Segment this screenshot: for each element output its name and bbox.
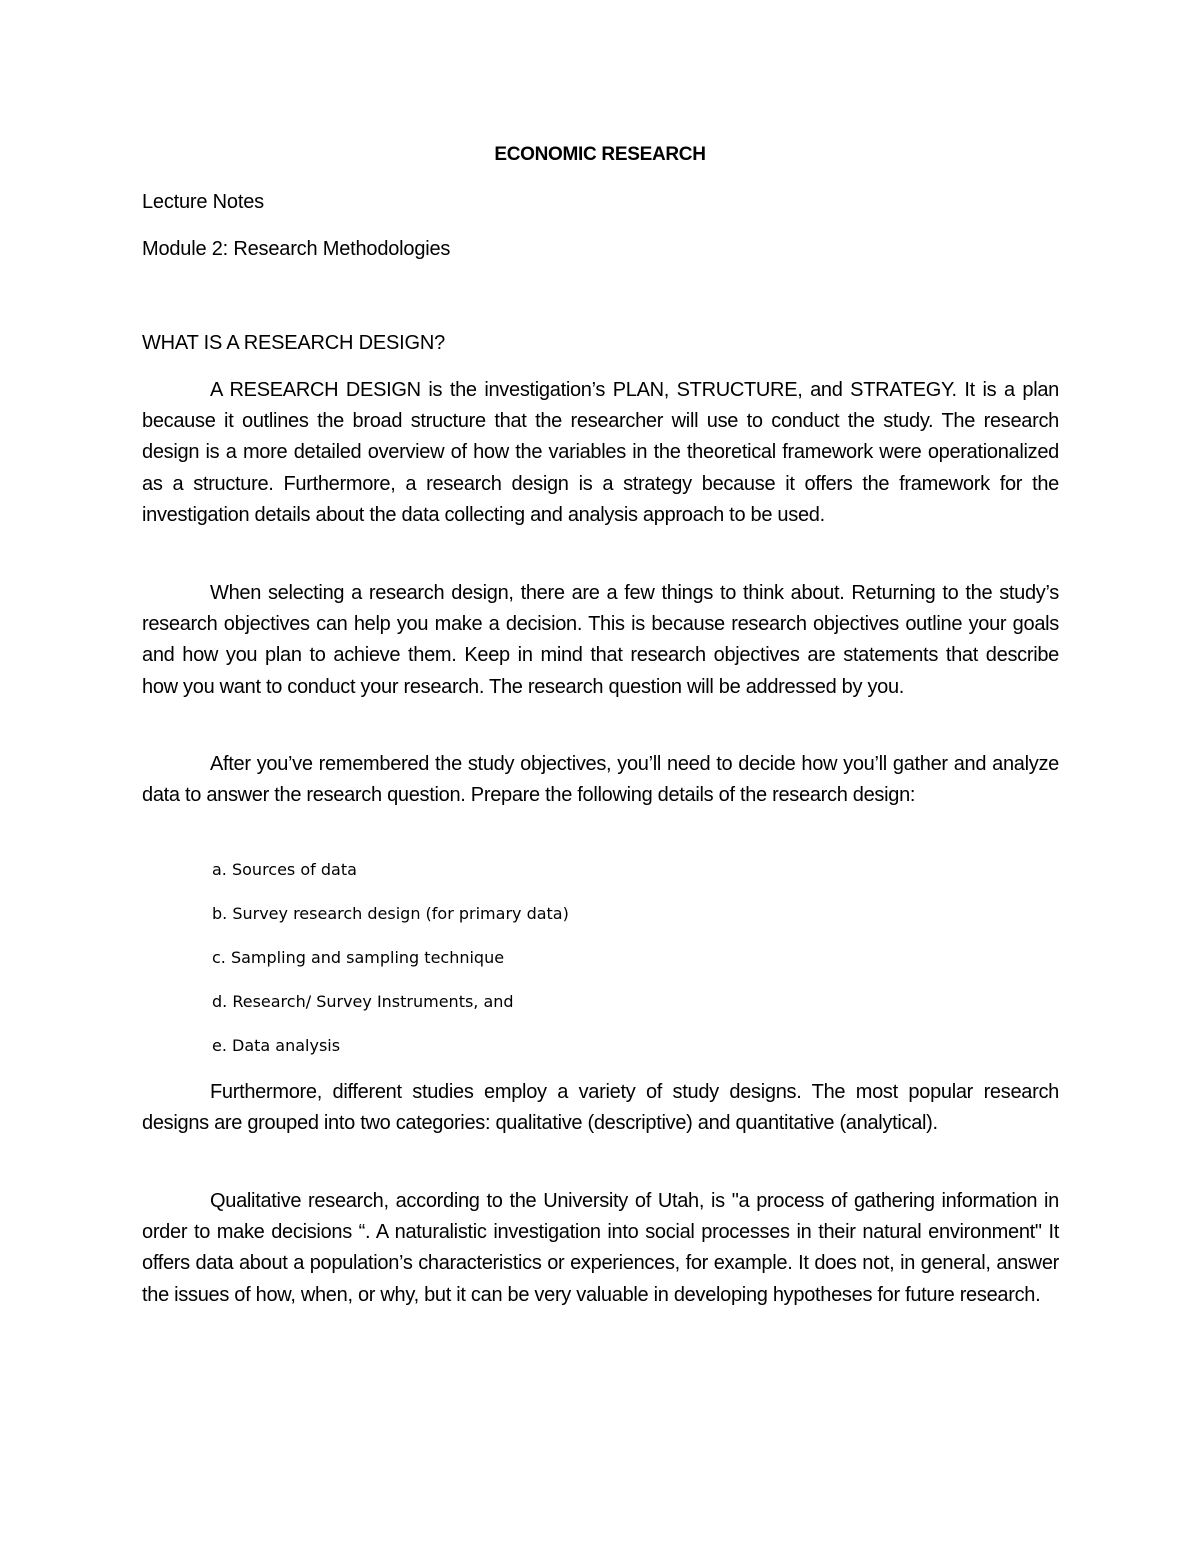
list-item: d. Research/ Survey Instruments, and bbox=[212, 992, 514, 1011]
document-subtitle: Lecture Notes bbox=[142, 191, 264, 213]
list-item: c. Sampling and sampling technique bbox=[212, 948, 505, 967]
list-item: b. Survey research design (for primary data) bbox=[212, 904, 569, 923]
document-title: ECONOMIC RESEARCH bbox=[494, 144, 706, 165]
paragraph-study-objectives: After you’ve remembered the study objectives, you’ll need to decide how you’ll gather and analyze data to answer the research question. Prepare the following details of the research design: bbox=[142, 753, 1059, 807]
section-heading: WHAT IS A RESEARCH DESIGN? bbox=[142, 332, 446, 354]
paragraph-qualitative-research: Qualitative research, according to the University of Utah, is "a process of gathering information in order to make decisions “. A naturalistic investigation into social processes in their natural environment" It offers data about a population’s characteristics or experiences, for example. It does not, in general, answer the issues of how, when, or why, but it can be very valuable in developing hypotheses for future research. bbox=[142, 1190, 1059, 1306]
module-heading: Module 2: Research Methodologies bbox=[142, 238, 451, 260]
list-item: a. Sources of data bbox=[212, 860, 357, 879]
list-item: e. Data analysis bbox=[212, 1036, 341, 1055]
paragraph-study-designs: Furthermore, different studies employ a variety of study designs. The most popular research designs are grouped into two categories: qualitative (descriptive) and quantitative (analytical). bbox=[142, 1081, 1059, 1135]
paragraph-selecting-design: When selecting a research design, there are a few things to think about. Returning to the study’s research objectives can help you make a decision. This is because research objectives outline your goals and how you plan to achieve them. Keep in mind that research objectives are statements that describe how you want to conduct your research. The research question will be addressed by you. bbox=[142, 582, 1059, 698]
paragraph-research-design-definition: A RESEARCH DESIGN is the investigation’s PLAN, STRUCTURE, and STRATEGY. It is a plan because it outlines the broad structure that the researcher will use to conduct the study. The research design is a more detailed overview of how the variables in the theoretical framework were operationalized as a structure. Furthermore, a research design is a strategy because it offers the framework for the investigation details about the data collecting and analysis approach to be used. bbox=[142, 379, 1059, 526]
